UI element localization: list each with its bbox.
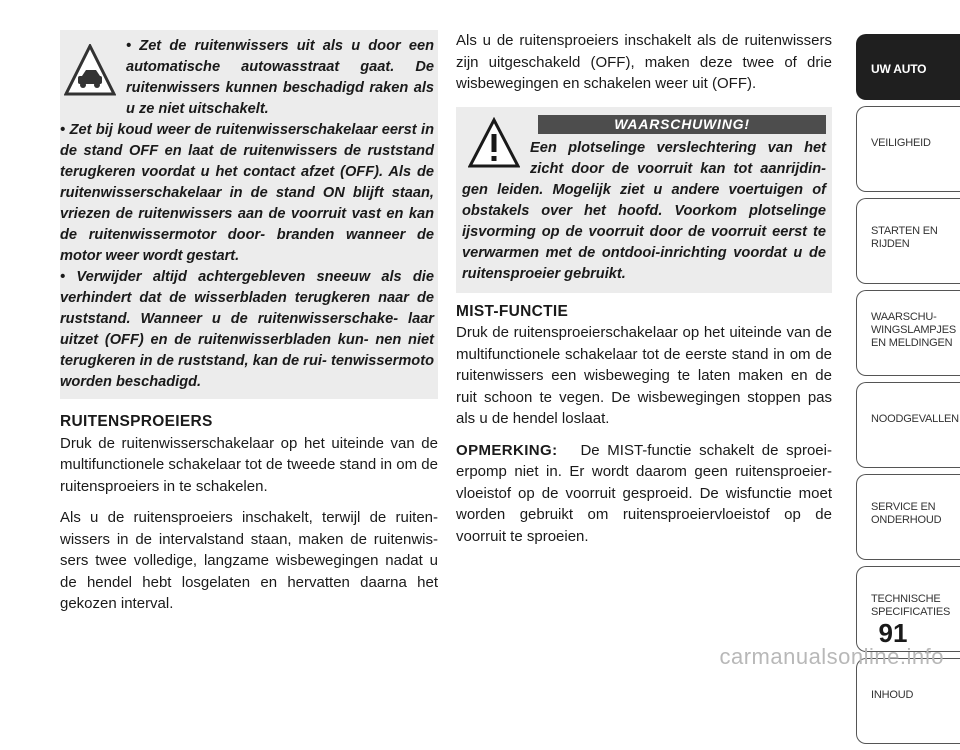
tab-starten-en-rijden[interactable]: STARTEN EN RIJDEN — [856, 198, 960, 284]
paragraph-2: Als u de ruitensproeiers inschakelt, terwijl de ruiten- wissers in de intervalstand staan, maken de ruitenwis- sers twee volledige, langzame wisbewegingen nadat u de hendel hebt losgelaten en hervatten daarna het gekozen interval. — [60, 509, 438, 612]
warning-bullet-3: • Verwijder altijd achtergebleven sneeuw als die verhindert dat de wisserbladen terugkeren naar de ruststand. Wanneer u de ruitenwisserschake- laar uitzet (OFF) en de ruitenwisserbladen kun- nen niet terugkeren in de ruststand, kan de rui- tenwissermoto worden beschadigd. — [60, 269, 434, 390]
car-wash-warning-icon — [64, 44, 116, 96]
middle-column — [456, 30, 832, 557]
note-label: OPMERKING: — [456, 441, 558, 459]
section-title-mist-functie: MIST-FUNCTIE — [456, 302, 569, 320]
warning-bullet-2: • Zet bij koud weer de ruitenwisserschakelaar eerst in de stand OFF en laat de ruitenwissers de ruststand terugkeren voordat u het contact afzet (OFF). Als de ruitenwisserschakelaar in de stand ON blijft staan, vriezen de ruitenwissers aan de voorruit vast en kan de ruitenwissermotor door- branden wanneer de motor weer wordt gestart. — [60, 122, 434, 264]
paragraph-1: Druk de ruitenwisserschakelaar op het uiteinde van de multifunctionele schakelaar tot de tweede stand in om de ruitensproeiers in te schakelen. — [60, 434, 438, 495]
left-column — [60, 30, 438, 625]
tab-veiligheid[interactable]: VEILIGHEID — [856, 106, 960, 192]
paragraph-mist: Druk de ruitensproeierschakelaar op het uiteinde van de multifunctionele schakelaar tot de eerste stand in om de ruitenwissers een wisbeweging te laten maken en de ruit schoon te vegen. De wisbewegingen stoppen pas als u de hendel loslaat. — [456, 324, 832, 427]
warning-text: Een plotselinge verslechtering van het zicht door de voorruit kan tot aanrijdin- gen leiden. Mogelijk ziet u andere voertuigen of obstakels over het hoofd. Voorkom plotselinge ijsvorming op de voorruit door de voorruit eerst te verwarmen met de ontdooi-inrichting voordat u de ruitensproeier gebruikt. — [462, 139, 826, 282]
page-number: 91 — [878, 618, 908, 648]
warning-title: WAARSCHUWING! — [538, 115, 826, 134]
warning-triangle-icon — [468, 117, 520, 169]
note-text: De MIST-functie schakelt de sproei- erpomp niet in. Er wordt daarom geen ruitensproeier- vloeistof op de voorruit gesproeid. De wisfunctie moet worden gebruikt om ruitensproeiervloeistof op de voorruit te sproeien. — [456, 441, 832, 545]
wiper-warning-box — [60, 30, 438, 399]
tab-waarschuwingslampjes[interactable]: WAARSCHU- WINGSLAMPJES EN MELDINGEN — [856, 290, 960, 376]
tab-uw-auto[interactable]: UW AUTO — [856, 34, 960, 100]
tab-inhoud[interactable]: INHOUD — [856, 658, 960, 744]
paragraph-top: Als u de ruitensproeiers inschakelt als de ruitenwissers zijn uitgeschakeld (OFF), maken deze twee of drie wisbewegingen en schakelen weer uit (OFF). — [456, 32, 832, 92]
tab-service-en-onderhoud[interactable]: SERVICE EN ONDERHOUD — [856, 474, 960, 560]
tab-noodgevallen[interactable]: NOODGEVALLEN — [856, 382, 960, 468]
section-title-ruitensproeiers: RUITENSPROEIERS — [60, 413, 213, 430]
note-paragraph — [456, 440, 832, 548]
watermark: carmanualsonline.info — [719, 644, 944, 669]
warning-bullet-1: • Zet de ruitenwissers uit als u door een automatische autowasstraat gaat. De ruitenwissers kunnen beschadigd raken als u ze niet uitschakelt. — [126, 38, 434, 117]
warning-box — [456, 107, 832, 293]
tab-technische-specificaties[interactable]: TECHNISCHE SPECIFICATIES — [856, 566, 960, 652]
